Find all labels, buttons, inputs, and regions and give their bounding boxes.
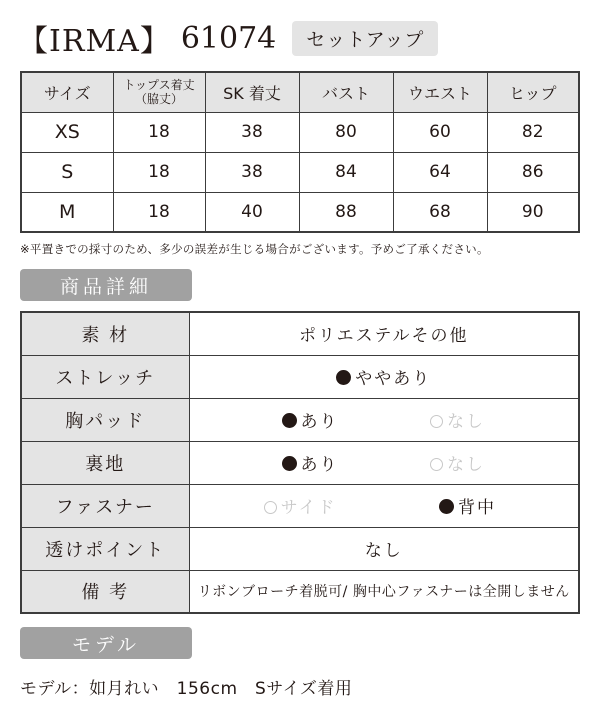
table-row bbox=[21, 112, 579, 152]
bust-value: 84 bbox=[299, 152, 393, 192]
waist-value: 64 bbox=[393, 152, 487, 192]
sk-value: 38 bbox=[205, 112, 299, 152]
stretch-label: ストレッチ bbox=[21, 355, 189, 398]
detail-row-pad bbox=[21, 398, 579, 441]
size-value: S bbox=[21, 152, 113, 192]
sk-value: 38 bbox=[205, 152, 299, 192]
lining-option-off bbox=[387, 450, 527, 475]
category-tag: セットアップ bbox=[292, 21, 438, 56]
model-section-title: モデル bbox=[20, 627, 192, 659]
filled-circle-icon bbox=[439, 499, 454, 514]
product-code: 61074 bbox=[180, 20, 277, 56]
header-waist: ウエスト bbox=[393, 72, 487, 112]
lining-on-text: あり bbox=[300, 455, 339, 475]
zipper-cell bbox=[189, 484, 579, 527]
details-section-title: 商品詳細 bbox=[20, 269, 192, 301]
material-label: 素 材 bbox=[21, 312, 189, 355]
tops-value: 18 bbox=[113, 112, 205, 152]
header bbox=[18, 18, 438, 58]
header-tops-length-sub: （脇丈） bbox=[134, 92, 183, 107]
waist-value: 60 bbox=[393, 112, 487, 152]
detail-row-zipper bbox=[21, 484, 579, 527]
pad-cell bbox=[189, 398, 579, 441]
hollow-circle-icon bbox=[430, 458, 443, 471]
detail-row-sheer bbox=[21, 527, 579, 570]
remarks-value: リボンブローチ着脱可/ 胸中心ファスナーは全開しません bbox=[189, 570, 579, 613]
filled-circle-icon bbox=[336, 370, 351, 385]
size-table bbox=[20, 71, 580, 233]
detail-row-stretch bbox=[21, 355, 579, 398]
lining-cell bbox=[189, 441, 579, 484]
bust-value: 88 bbox=[299, 192, 393, 232]
header-tops-length bbox=[113, 72, 205, 112]
header-sk-length: SK 着丈 bbox=[205, 72, 299, 112]
header-bust: バスト bbox=[299, 72, 393, 112]
sk-value: 40 bbox=[205, 192, 299, 232]
hollow-circle-icon bbox=[264, 501, 277, 514]
stretch-cell bbox=[189, 355, 579, 398]
detail-row-remarks bbox=[21, 570, 579, 613]
header-hip: ヒップ bbox=[487, 72, 579, 112]
sheer-value: なし bbox=[189, 527, 579, 570]
pad-on-text: あり bbox=[300, 412, 339, 432]
detail-row-material bbox=[21, 312, 579, 355]
zipper-option-back bbox=[387, 493, 547, 518]
detail-row-lining bbox=[21, 441, 579, 484]
lining-option-on bbox=[240, 450, 380, 475]
hip-value: 90 bbox=[487, 192, 579, 232]
zipper-back-text: 背中 bbox=[457, 498, 496, 518]
hip-value: 86 bbox=[487, 152, 579, 192]
tops-value: 18 bbox=[113, 152, 205, 192]
stretch-value: ややあり bbox=[355, 369, 432, 389]
filled-circle-icon bbox=[282, 456, 297, 471]
details-table bbox=[20, 311, 580, 614]
material-value: ポリエステルその他 bbox=[189, 312, 579, 355]
lining-label: 裏地 bbox=[21, 441, 189, 484]
pad-option-off bbox=[387, 407, 527, 432]
header-tops-length-label: トップス着丈 bbox=[123, 78, 195, 93]
zipper-side-text: サイド bbox=[280, 498, 337, 518]
size-table-header bbox=[21, 72, 579, 112]
bust-value: 80 bbox=[299, 112, 393, 152]
sheer-label: 透けポイント bbox=[21, 527, 189, 570]
model-info: モデル：如月れい 156cm Sサイズ着用 bbox=[20, 679, 353, 699]
table-row bbox=[21, 152, 579, 192]
tops-value: 18 bbox=[113, 192, 205, 232]
zipper-option-side bbox=[220, 493, 380, 518]
zipper-label: ファスナー bbox=[21, 484, 189, 527]
brand-name: 【IRMA】 bbox=[18, 24, 171, 59]
waist-value: 68 bbox=[393, 192, 487, 232]
header-size: サイズ bbox=[21, 72, 113, 112]
lining-off-text: なし bbox=[446, 455, 485, 475]
pad-off-text: なし bbox=[446, 412, 485, 432]
size-value: XS bbox=[21, 112, 113, 152]
hip-value: 82 bbox=[487, 112, 579, 152]
measurement-note: ※平置きでの採寸のため、多少の誤差が生じる場合がございます。予めご了承ください。 bbox=[20, 242, 489, 256]
filled-circle-icon bbox=[282, 413, 297, 428]
remarks-label: 備 考 bbox=[21, 570, 189, 613]
pad-option-on bbox=[240, 407, 380, 432]
pad-label: 胸パッド bbox=[21, 398, 189, 441]
table-row bbox=[21, 192, 579, 232]
hollow-circle-icon bbox=[430, 415, 443, 428]
size-value: M bbox=[21, 192, 113, 232]
